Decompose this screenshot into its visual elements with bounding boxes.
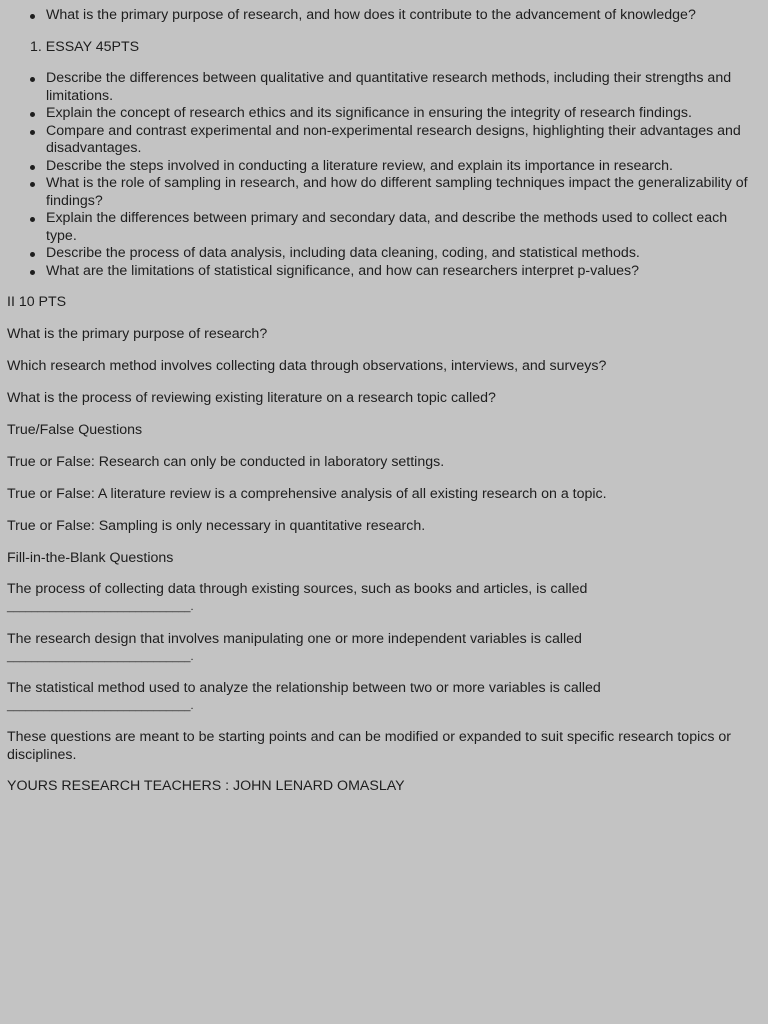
- list-item: Describe the differences between qualitative and quantitative research methods, including their strengths and limitations.: [0, 70, 768, 105]
- bullet-icon: [30, 217, 35, 222]
- true-false-item: True or False: Research can only be conducted in laboratory settings.: [7, 454, 445, 470]
- true-false-item: True or False: A literature review is a comprehensive analysis of all existing research on a topic.: [7, 486, 607, 502]
- question-item: What is the process of reviewing existing literature on a research topic called?: [7, 390, 496, 406]
- bullet-icon: [30, 112, 35, 117]
- essay-heading: 1. ESSAY 45PTS: [30, 39, 140, 55]
- question-item: Which research method involves collecting data through observations, interviews, and surveys?: [7, 358, 607, 374]
- list-item: Explain the concept of research ethics and its significance in ensuring the integrity of research findings.: [0, 105, 768, 123]
- bullet-icon: [30, 165, 35, 170]
- fill-in-blank-item: The process of collecting data through existing sources, such as books and articles, is called: [7, 581, 588, 597]
- bullet-icon: [30, 252, 35, 257]
- closing-note: These questions are meant to be starting points and can be modified or expanded to suit specific research topics or disciplines.: [7, 729, 731, 763]
- fill-in-blank-item: The research design that involves manipulating one or more independent variables is called: [7, 631, 582, 647]
- answer-blank-line: ______________________________.: [7, 700, 194, 712]
- teacher-signature: YOURS RESEARCH TEACHERS : JOHN LENARD OMASLAY: [7, 778, 405, 794]
- fill-in-blank-heading: Fill-in-the-Blank Questions: [7, 550, 174, 566]
- bullet-icon: [30, 14, 35, 19]
- intro-list: [0, 7, 768, 25]
- list-item: Compare and contrast experimental and non-experimental research designs, highlighting their advantages and disadvantages.: [0, 123, 768, 158]
- list-item: What are the limitations of statistical significance, and how can researchers interpret p-values?: [0, 263, 768, 281]
- question-item: What is the primary purpose of research?: [7, 326, 268, 342]
- bullet-icon: [30, 270, 35, 275]
- list-item: Describe the process of data analysis, including data cleaning, coding, and statistical methods.: [0, 245, 768, 263]
- bullet-icon: [30, 130, 35, 135]
- list-item: Explain the differences between primary and secondary data, and describe the methods used to collect each type.: [0, 210, 768, 245]
- list-item: What is the primary purpose of research, and how does it contribute to the advancement of knowledge?: [0, 7, 768, 25]
- essay-question-list: [0, 70, 768, 280]
- bullet-icon: [30, 77, 35, 82]
- list-item: What is the role of sampling in research, and how do different sampling techniques impact the generalizability of findings?: [0, 175, 768, 210]
- true-false-heading: True/False Questions: [7, 422, 143, 438]
- fill-in-blank-item: The statistical method used to analyze the relationship between two or more variables is called: [7, 680, 601, 696]
- answer-blank-line: ______________________________.: [7, 651, 194, 663]
- true-false-item: True or False: Sampling is only necessary in quantitative research.: [7, 518, 426, 534]
- section-2-heading: II 10 PTS: [7, 294, 67, 310]
- bullet-icon: [30, 182, 35, 187]
- answer-blank-line: ______________________________.: [7, 601, 194, 613]
- list-item: Describe the steps involved in conducting a literature review, and explain its importance in research.: [0, 158, 768, 176]
